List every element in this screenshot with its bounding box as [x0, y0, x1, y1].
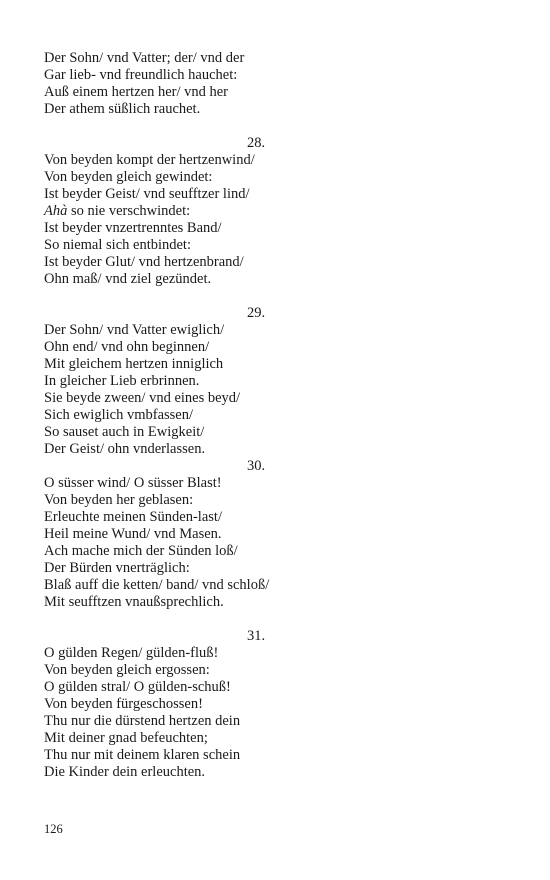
verse-line: Von beyden kompt der hertzenwind/: [44, 152, 255, 168]
verse-line: Mit deiner gnad befeuchten;: [44, 730, 208, 746]
verse-line: Mit seufftzen vnaußsprechlich.: [44, 594, 224, 610]
verse-line: Ist beyder Geist/ vnd seufftzer lind/: [44, 186, 250, 202]
verse-line: Der Sohn/ vnd Vatter; der/ vnd der: [44, 50, 245, 66]
verse-line: Ist beyder vnzertrenntes Band/: [44, 220, 222, 236]
verse-line: Der athem süßlich rauchet.: [44, 101, 201, 117]
stanza-continued: [44, 50, 504, 118]
verse-line: Der Geist/ ohn vnderlassen.: [44, 441, 206, 457]
verse-line: In gleicher Lieb erbrinnen.: [44, 373, 200, 389]
verse-line: Von beyden her geblasen:: [44, 492, 194, 508]
verse-line: Von beyden gleich ergossen:: [44, 662, 210, 678]
verse-line: O gülden stral/ O gülden-schuß!: [44, 679, 231, 695]
verse-line: Von beyden gleich gewindet:: [44, 169, 213, 185]
verse-line: Auß einem hertzen her/ vnd her: [44, 84, 228, 100]
stanza-30: [44, 458, 504, 611]
page-number: 126: [44, 822, 63, 836]
verse-line: Mit gleichem hertzen inniglich: [44, 356, 224, 372]
verse-line: Der Bürden vnerträglich:: [44, 560, 190, 576]
verse-line: O gülden Regen/ gülden-fluß!: [44, 645, 219, 661]
verse-line: Thu nur die dürstend hertzen dein: [44, 713, 241, 729]
verse-line: Der Sohn/ vnd Vatter ewiglich/: [44, 322, 225, 338]
stanza-number: 30.: [247, 458, 266, 474]
stanza-number: 31.: [247, 628, 266, 644]
stanza-gap: [44, 118, 504, 135]
verse-line: So niemal sich entbindet:: [44, 237, 191, 253]
poem-page: [44, 50, 504, 781]
stanza-gap: [44, 611, 504, 628]
verse-line: O süsser wind/ O süsser Blast!: [44, 475, 222, 491]
verse-line: [44, 203, 504, 220]
verse-line: So sauset auch in Ewigkeit/: [44, 424, 205, 440]
verse-line: Ach mache mich der Sünden loß/: [44, 543, 238, 559]
verse-line: Gar lieb- vnd freundlich hauchet:: [44, 67, 238, 83]
verse-line: Ohn maß/ vnd ziel gezündet.: [44, 271, 212, 287]
verse-line: Sie beyde zween/ vnd eines beyd/: [44, 390, 241, 406]
verse-line: Ohn end/ vnd ohn beginnen/: [44, 339, 210, 355]
stanza-31: [44, 628, 504, 781]
verse-line: Sich ewiglich vmbfassen/: [44, 407, 194, 423]
verse-line: Ist beyder Glut/ vnd hertzenbrand/: [44, 254, 244, 270]
stanza-28: [44, 135, 504, 288]
stanza-number: 29.: [247, 305, 266, 321]
verse-line: Heil meine Wund/ vnd Masen.: [44, 526, 222, 542]
verse-line-rest: so nie verschwindet:: [70, 203, 191, 219]
verse-line: Thu nur mit deinem klaren schein: [44, 747, 241, 763]
verse-italic-word: Ahà: [44, 203, 68, 219]
verse-line: Die Kinder dein erleuchten.: [44, 764, 206, 780]
stanza-gap: [44, 288, 504, 305]
verse-line: Erleuchte meinen Sünden-last/: [44, 509, 222, 525]
verse-line: Von beyden fürgeschossen!: [44, 696, 203, 712]
stanza-29: [44, 305, 504, 458]
stanza-number: 28.: [247, 135, 266, 151]
verse-line: Blaß auff die ketten/ band/ vnd schloß/: [44, 577, 270, 593]
